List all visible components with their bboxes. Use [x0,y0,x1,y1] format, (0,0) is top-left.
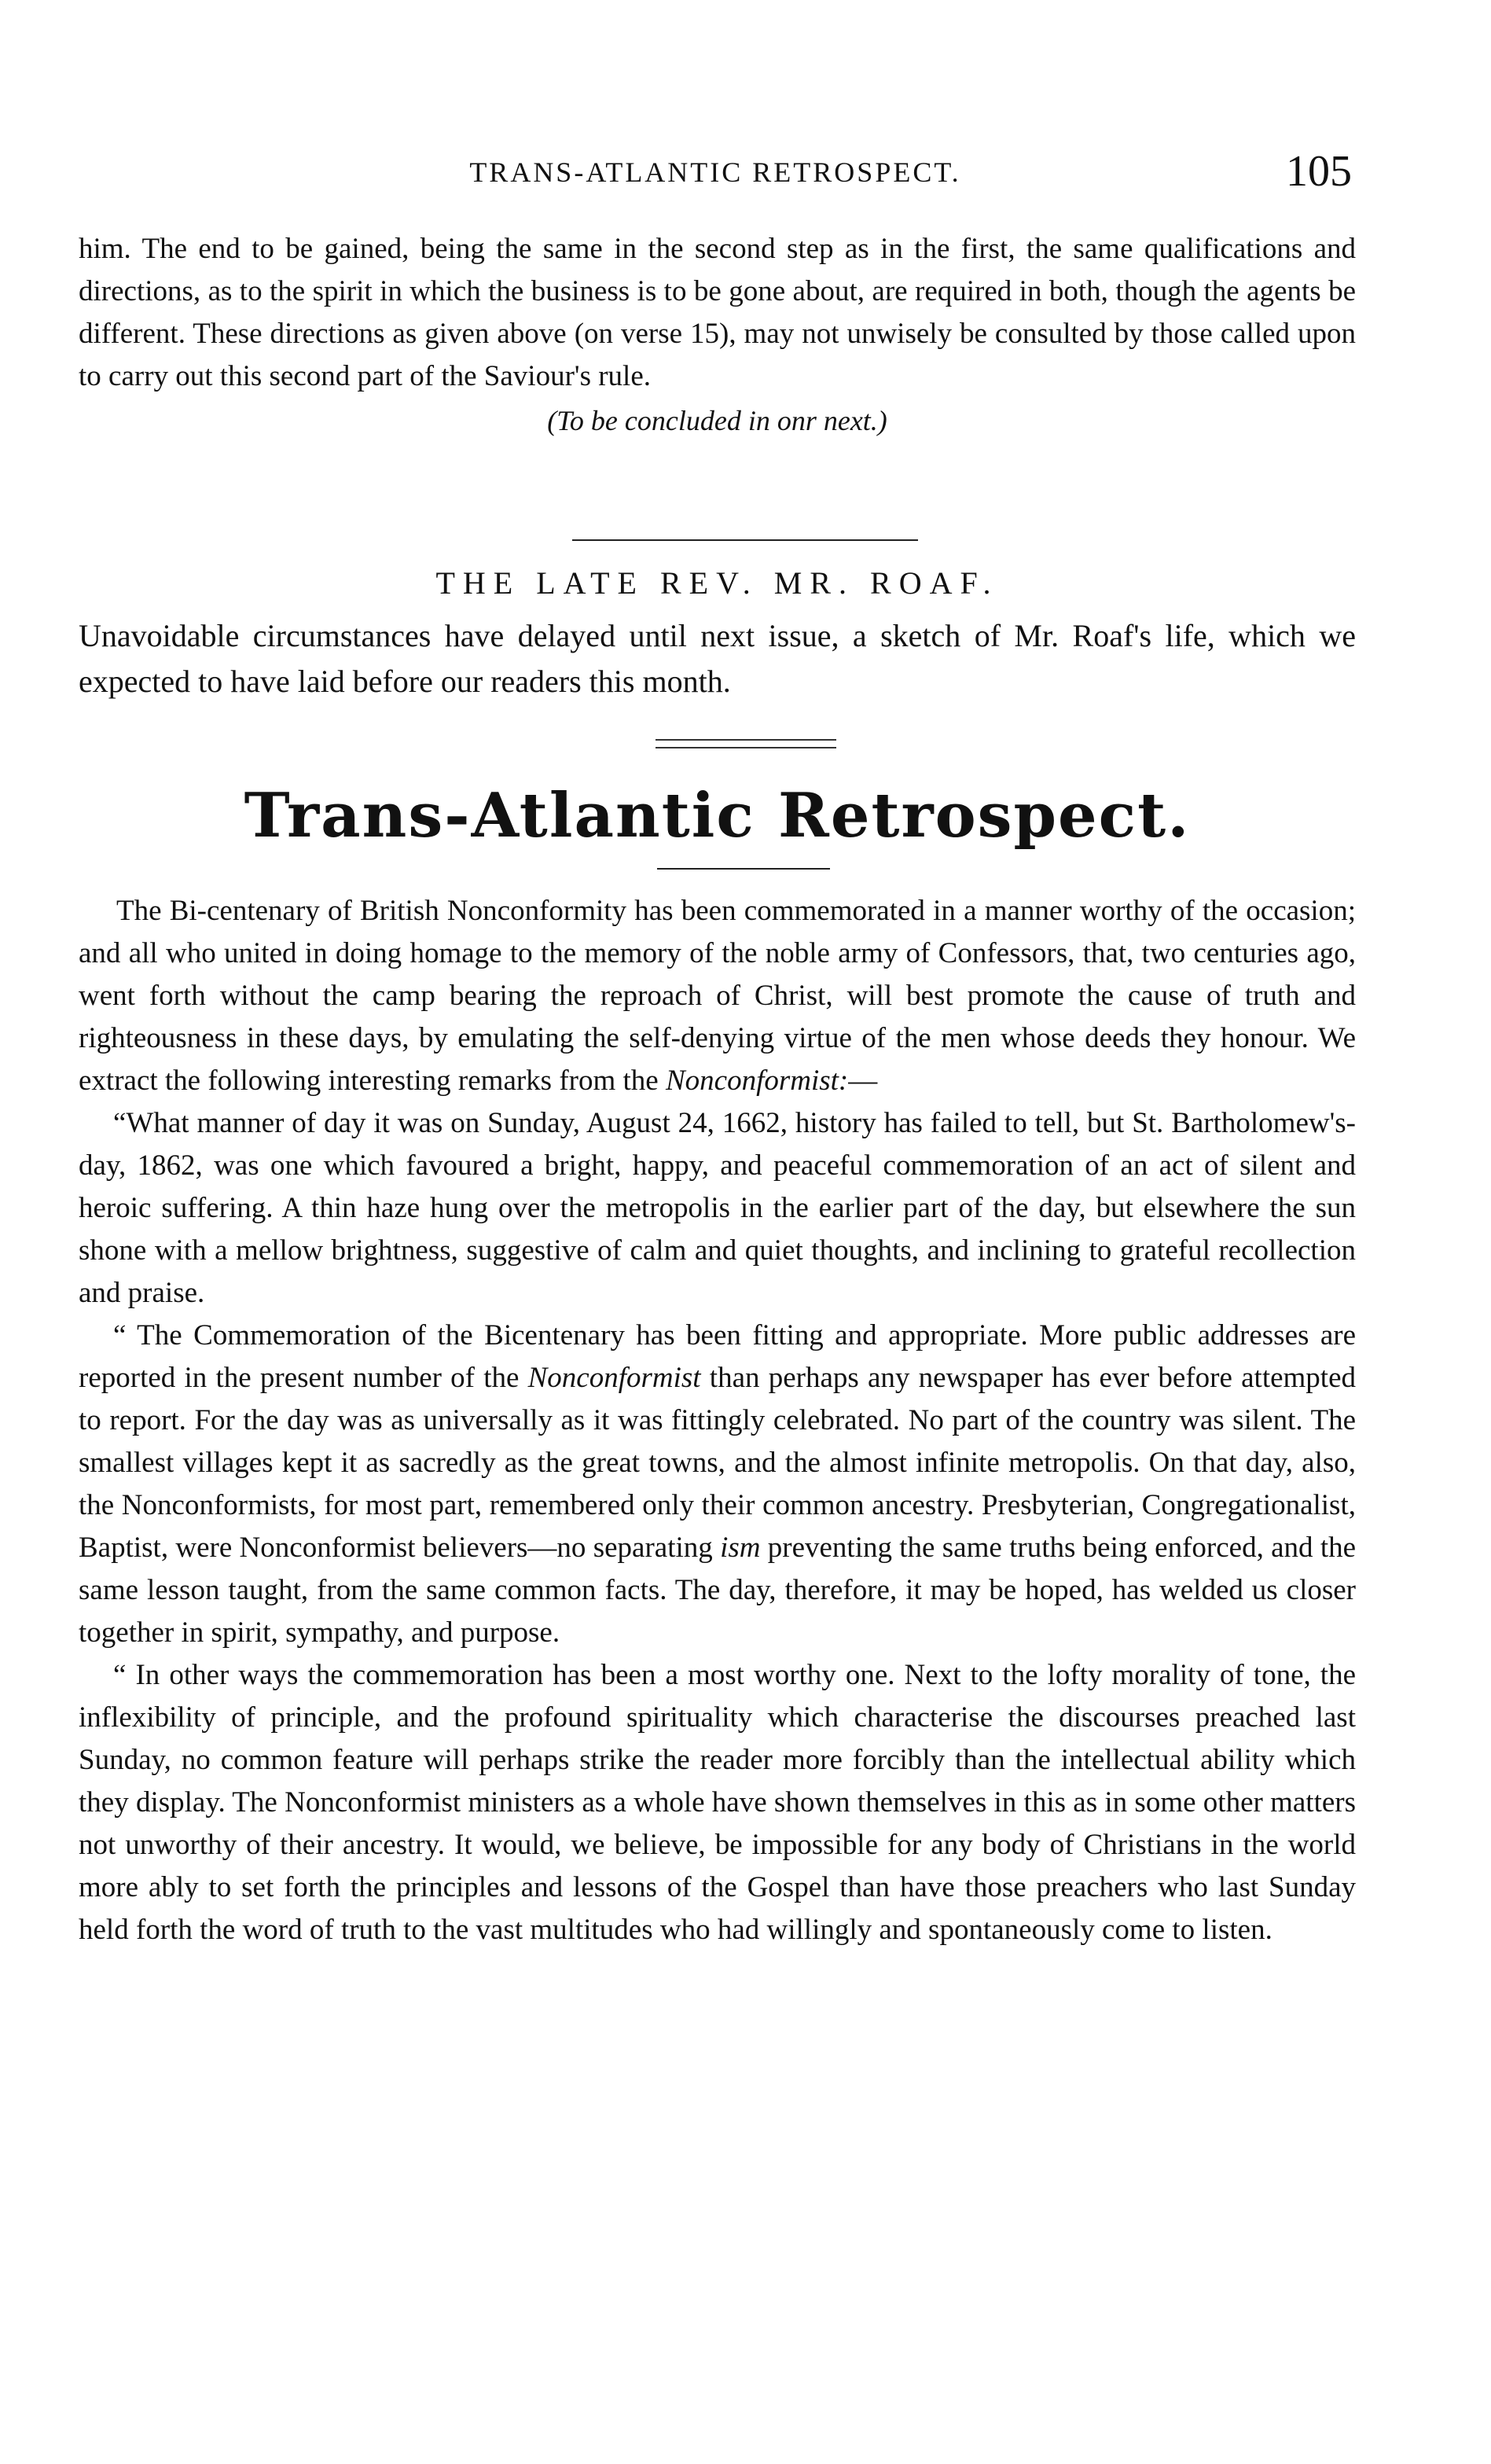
page-number: 105 [1286,147,1352,196]
article-title-block [79,778,1356,854]
to-be-concluded-note: (To be concluded in onr next.) [547,405,887,436]
roaf-notice [79,560,1356,704]
roaf-notice-title: THE LATE REV. MR. ROAF. [435,565,999,601]
section-divider [572,539,918,541]
roaf-notice-text: Unavoidable circumstances have delayed until next issue, a sketch of Mr. Roaf's life, which we expected to have laid before our readers this month. [79,618,1356,699]
article-body [79,890,1356,1951]
double-divider [656,739,836,755]
running-head [79,146,1352,201]
running-title: TRANS-ATLANTIC RETROSPECT. [469,156,961,188]
continuation-block [79,228,1356,442]
quote-paragraph-3: “ In other ways the commemoration has been a most worthy one. Next to the lofty morality of tone, the inflexibility of principle, and the profound spirituality which characterise the discourses preached last Sunday, no common feature will perhaps strike the reader more forcibly than the intellectual ability which they display. The Nonconformist ministers as a whole have shown themselves in this as in some other matters not unworthy of their ancestry. It would, we believe, be impossible for any body of Christians in the world more ably to set forth the principles and lessons of the Gospel than have those preachers who last Sunday held forth the word of truth to the vast multitudes who had willingly and spontaneously come to listen. [79,1659,1356,1946]
continuation-paragraph: him. The end to be gained, being the same in the second step as in the first, the same qualifications and directions, as to the spirit in which the business is to be gone about, are required in both, though the agents be different. These directions as given above (on verse 15), may not unwisely be consulted by those called upon to carry out this second part of the Saviour's rule. [79,233,1356,392]
title-underline [657,868,830,870]
quote-paragraph-1: “What manner of day it was on Sunday, August 24, 1662, history has failed to tell, but St. Bartholomew's-day, 1862, was one which favoured a bright, happy, and peaceful commemoration of an act of silent and heroic suffering. A thin haze hung over the metropolis in the earlier part of the day, but elsewhere the sun shone with a mellow brightness, suggestive of calm and quiet thoughts, and inclining to grateful recollection and praise. [79,1107,1356,1309]
article-intro: The Bi-centenary of British Nonconformity has been commemorated in a manner worthy of the occasion; and all who united in doing homage to the memory of the noble army of Confessors, that, two centuries ago, went forth without the camp bearing the reproach of Christ, will best promote the cause of truth and righteousness in these days, by emulating the self-denying virtue of the men whose deeds they honour. We extract the following interesting remarks from the Nonconformist:— [79,895,1356,1097]
article-title: Trans-Atlantic Retrospect. [244,780,1191,851]
quote-paragraph-2: “ The Commemoration of the Bicentenary has been fitting and appropriate. More public addresses are reported in the present number of the Nonconformist than perhaps any newspaper has ever before attempted to report. For the day was as universally as it was fittingly celebrated. No part of the country was silent. The smallest villages kept it as sacredly as the great towns, and the almost infinite metropolis. On that day, also, the Nonconformists, for most part, remembered only their common ancestry. Presbyterian, Congregationalist, Baptist, were Nonconformist believers—no separating ism preventing the same truths being enforced, and the same lesson taught, from the same common facts. The day, therefore, it may be hoped, has welded us closer together in spirit, sympathy, and purpose. [79,1319,1357,1649]
